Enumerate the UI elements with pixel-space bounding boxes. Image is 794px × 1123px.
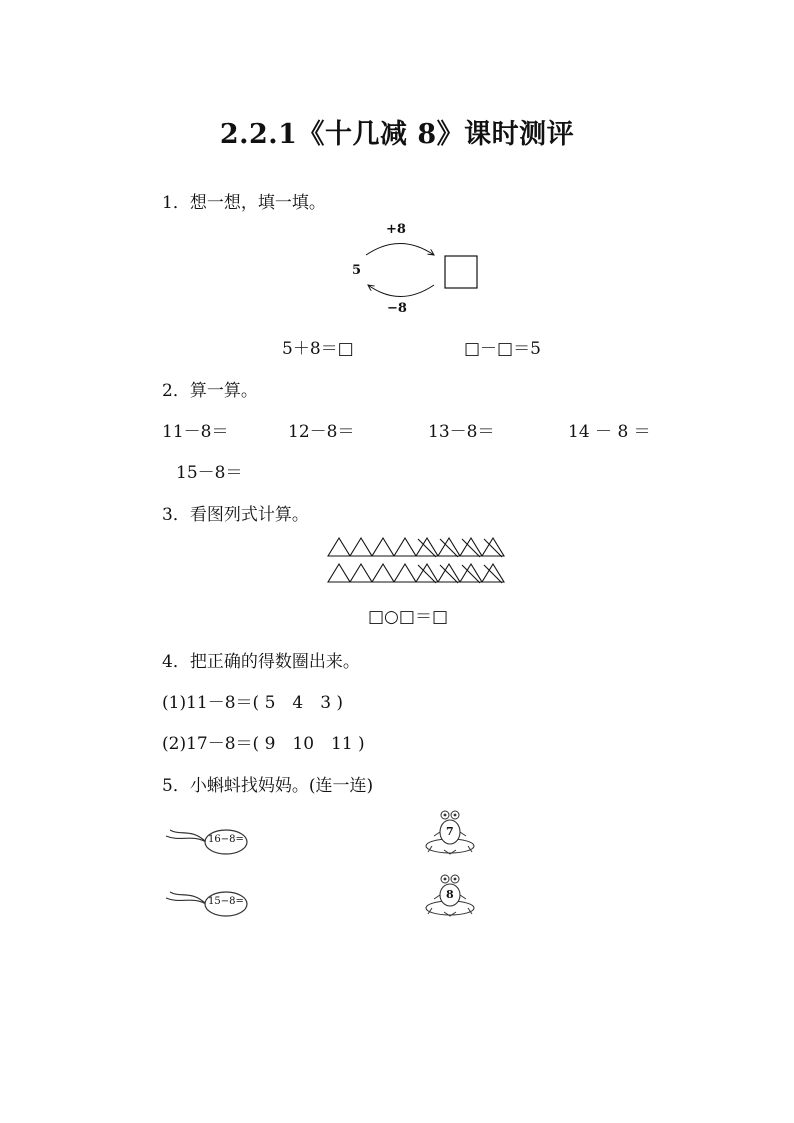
arrow-minus xyxy=(368,285,434,297)
question-3-label: 3．看图列式计算。 xyxy=(162,505,309,525)
q2-item-4[interactable]: 14 － 8 ＝ xyxy=(568,422,651,442)
q2-item-1[interactable]: 11－8＝ xyxy=(162,422,229,442)
q1-equation-right[interactable]: □－□＝5 xyxy=(464,339,541,359)
question-4-label: 4．把正确的得数圈出来。 xyxy=(162,652,360,672)
q3-equation[interactable]: □○□＝□ xyxy=(368,607,449,627)
q2-item-2[interactable]: 12－8＝ xyxy=(288,422,355,442)
triangle xyxy=(350,564,372,582)
triangle xyxy=(372,538,394,556)
minus-label: −8 xyxy=(387,301,407,316)
triangle xyxy=(328,538,350,556)
q2-item-3[interactable]: 13－8＝ xyxy=(428,422,495,442)
question-1-label: 1．想一想，填一填。 xyxy=(162,193,326,213)
triangle xyxy=(372,564,394,582)
q1-equation-left[interactable]: 5＋8＝□ xyxy=(282,339,354,359)
answer-box[interactable] xyxy=(445,256,477,288)
question-2-label: 2．算一算。 xyxy=(162,381,258,401)
triangle xyxy=(328,564,350,582)
triangle-picture xyxy=(326,536,516,588)
tadpole-1-label: 16−8= xyxy=(208,834,244,845)
frog-1-number: 7 xyxy=(446,825,454,838)
addition-cycle-diagram xyxy=(340,220,490,320)
arrow-plus xyxy=(366,244,434,256)
q4-item-2[interactable]: (2)17－8＝( 9 10 11 ) xyxy=(162,734,365,754)
triangle xyxy=(350,538,372,556)
question-5-label: 5．小蝌蚪找妈妈。(连一连) xyxy=(162,776,374,796)
tadpole-2-label: 15−8= xyxy=(208,896,244,907)
q2-item-5[interactable]: 15－8＝ xyxy=(176,463,243,483)
triangle xyxy=(394,538,416,556)
page-title: 2.2.1《十几减 8》课时测评 xyxy=(219,119,575,150)
q4-item-1[interactable]: (1)11－8＝( 5 4 3 ) xyxy=(162,693,344,713)
start-number: 5 xyxy=(352,263,362,278)
triangle xyxy=(394,564,416,582)
frog-2-number: 8 xyxy=(446,888,454,901)
plus-label: +8 xyxy=(386,222,406,237)
